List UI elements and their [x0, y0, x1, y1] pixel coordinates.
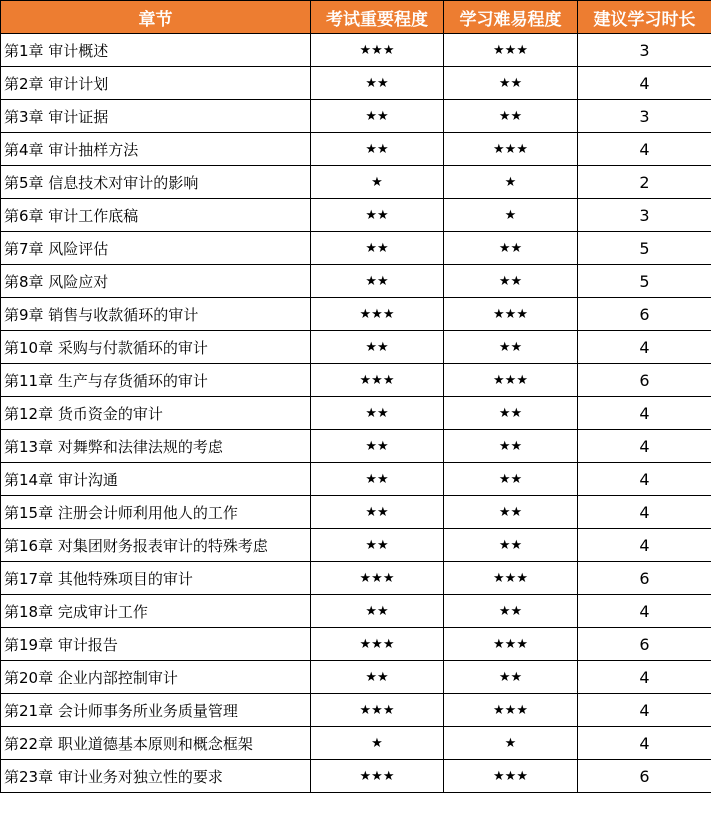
- chapter-cell: 第15章 注册会计师利用他人的工作: [1, 496, 311, 529]
- difficulty-cell: ★★: [444, 100, 578, 133]
- table-row: [1, 364, 711, 397]
- hours-cell: 3: [578, 199, 711, 232]
- table-row: [1, 265, 711, 298]
- table-row: [1, 496, 711, 529]
- importance-cell: ★★: [311, 100, 444, 133]
- table-row: [1, 760, 711, 793]
- importance-cell: ★★★: [311, 760, 444, 793]
- hours-cell: 4: [578, 67, 711, 100]
- table-row: [1, 331, 711, 364]
- importance-cell: ★★★: [311, 364, 444, 397]
- difficulty-cell: ★★★: [444, 628, 578, 661]
- hours-cell: 6: [578, 628, 711, 661]
- difficulty-cell: ★★: [444, 430, 578, 463]
- importance-cell: ★★: [311, 67, 444, 100]
- chapter-cell: 第6章 审计工作底稿: [1, 199, 311, 232]
- hours-cell: 4: [578, 133, 711, 166]
- importance-cell: ★★: [311, 463, 444, 496]
- importance-cell: ★★: [311, 199, 444, 232]
- chapter-cell: 第11章 生产与存货循环的审计: [1, 364, 311, 397]
- header-importance: 考试重要程度: [311, 1, 444, 34]
- hours-cell: 4: [578, 496, 711, 529]
- hours-cell: 4: [578, 727, 711, 760]
- importance-cell: ★: [311, 166, 444, 199]
- table-row: [1, 298, 711, 331]
- header-hours: 建议学习时长: [578, 1, 711, 34]
- chapter-cell: 第19章 审计报告: [1, 628, 311, 661]
- difficulty-cell: ★★: [444, 595, 578, 628]
- hours-cell: 6: [578, 298, 711, 331]
- difficulty-cell: ★★: [444, 496, 578, 529]
- table-row: [1, 562, 711, 595]
- table-row: [1, 67, 711, 100]
- table-row: [1, 430, 711, 463]
- difficulty-cell: ★★★: [444, 133, 578, 166]
- header-chapter: 章节: [1, 1, 311, 34]
- hours-cell: 4: [578, 463, 711, 496]
- chapter-cell: 第1章 审计概述: [1, 34, 311, 67]
- difficulty-cell: ★★: [444, 397, 578, 430]
- importance-cell: ★★★: [311, 628, 444, 661]
- table-row: [1, 133, 711, 166]
- importance-cell: ★★: [311, 265, 444, 298]
- hours-cell: 6: [578, 364, 711, 397]
- header-difficulty: 学习难易程度: [444, 1, 578, 34]
- difficulty-cell: ★★: [444, 331, 578, 364]
- chapter-cell: 第10章 采购与付款循环的审计: [1, 331, 311, 364]
- importance-cell: ★★: [311, 397, 444, 430]
- difficulty-cell: ★★: [444, 265, 578, 298]
- table-row: [1, 628, 711, 661]
- importance-cell: ★★★: [311, 34, 444, 67]
- difficulty-cell: ★★: [444, 661, 578, 694]
- chapter-cell: 第20章 企业内部控制审计: [1, 661, 311, 694]
- importance-cell: ★★: [311, 331, 444, 364]
- table-row: [1, 199, 711, 232]
- header-row: [1, 1, 711, 34]
- chapter-cell: 第18章 完成审计工作: [1, 595, 311, 628]
- hours-cell: 4: [578, 595, 711, 628]
- hours-cell: 3: [578, 34, 711, 67]
- hours-cell: 3: [578, 100, 711, 133]
- chapter-cell: 第5章 信息技术对审计的影响: [1, 166, 311, 199]
- chapter-cell: 第17章 其他特殊项目的审计: [1, 562, 311, 595]
- chapter-cell: 第8章 风险应对: [1, 265, 311, 298]
- importance-cell: ★★: [311, 496, 444, 529]
- hours-cell: 6: [578, 760, 711, 793]
- table-row: [1, 529, 711, 562]
- chapter-cell: 第23章 审计业务对独立性的要求: [1, 760, 311, 793]
- importance-cell: ★★★: [311, 694, 444, 727]
- importance-cell: ★★: [311, 232, 444, 265]
- table-row: [1, 661, 711, 694]
- hours-cell: 6: [578, 562, 711, 595]
- table-row: [1, 463, 711, 496]
- table-row: [1, 232, 711, 265]
- importance-cell: ★: [311, 727, 444, 760]
- chapter-cell: 第21章 会计师事务所业务质量管理: [1, 694, 311, 727]
- table-row: [1, 100, 711, 133]
- table-row: [1, 166, 711, 199]
- hours-cell: 5: [578, 265, 711, 298]
- table-row: [1, 694, 711, 727]
- chapter-cell: 第22章 职业道德基本原则和概念框架: [1, 727, 311, 760]
- importance-cell: ★★: [311, 595, 444, 628]
- importance-cell: ★★: [311, 133, 444, 166]
- difficulty-cell: ★★★: [444, 562, 578, 595]
- difficulty-cell: ★★: [444, 232, 578, 265]
- difficulty-cell: ★★: [444, 463, 578, 496]
- importance-cell: ★★★: [311, 298, 444, 331]
- hours-cell: 4: [578, 430, 711, 463]
- chapter-cell: 第7章 风险评估: [1, 232, 311, 265]
- difficulty-cell: ★★★: [444, 694, 578, 727]
- importance-cell: ★★: [311, 529, 444, 562]
- hours-cell: 5: [578, 232, 711, 265]
- importance-cell: ★★: [311, 661, 444, 694]
- difficulty-cell: ★★: [444, 67, 578, 100]
- chapter-cell: 第3章 审计证据: [1, 100, 311, 133]
- hours-cell: 4: [578, 661, 711, 694]
- difficulty-cell: ★★: [444, 529, 578, 562]
- chapter-cell: 第9章 销售与收款循环的审计: [1, 298, 311, 331]
- hours-cell: 4: [578, 529, 711, 562]
- importance-cell: ★★★: [311, 562, 444, 595]
- difficulty-cell: ★★★: [444, 760, 578, 793]
- difficulty-cell: ★★★: [444, 298, 578, 331]
- table-row: [1, 34, 711, 67]
- chapter-cell: 第13章 对舞弊和法律法规的考虑: [1, 430, 311, 463]
- difficulty-cell: ★: [444, 727, 578, 760]
- table-row: [1, 595, 711, 628]
- hours-cell: 4: [578, 331, 711, 364]
- chapter-cell: 第2章 审计计划: [1, 67, 311, 100]
- difficulty-cell: ★: [444, 166, 578, 199]
- hours-cell: 2: [578, 166, 711, 199]
- chapter-cell: 第4章 审计抽样方法: [1, 133, 311, 166]
- chapter-cell: 第14章 审计沟通: [1, 463, 311, 496]
- difficulty-cell: ★: [444, 199, 578, 232]
- table-row: [1, 397, 711, 430]
- importance-cell: ★★: [311, 430, 444, 463]
- hours-cell: 4: [578, 397, 711, 430]
- chapter-cell: 第12章 货币资金的审计: [1, 397, 311, 430]
- table-row: [1, 727, 711, 760]
- difficulty-cell: ★★★: [444, 364, 578, 397]
- difficulty-cell: ★★★: [444, 34, 578, 67]
- hours-cell: 4: [578, 694, 711, 727]
- chapter-cell: 第16章 对集团财务报表审计的特殊考虑: [1, 529, 311, 562]
